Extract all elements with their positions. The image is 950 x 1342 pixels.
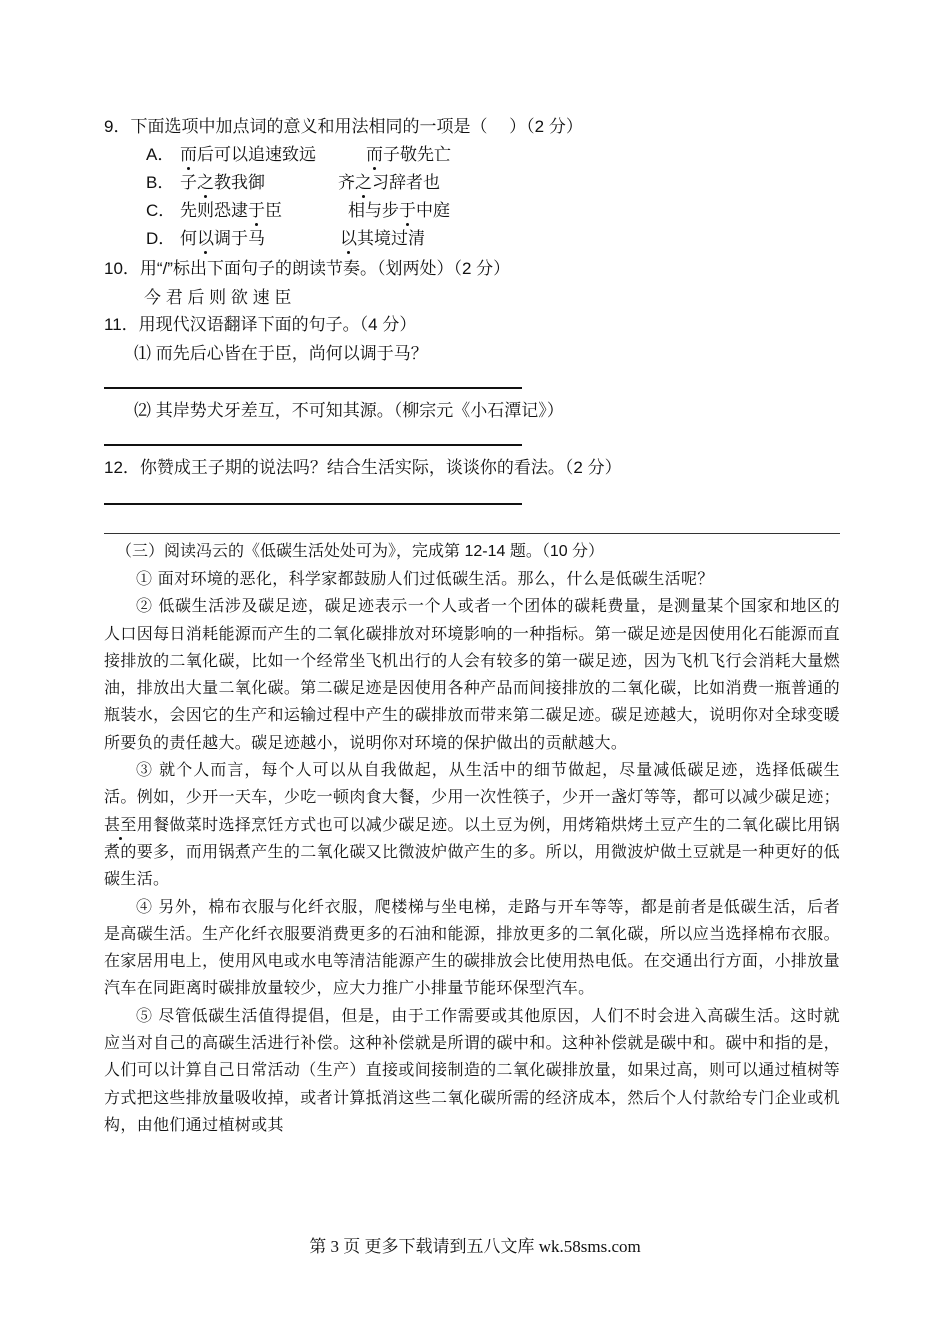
answer-line-11-1[interactable] bbox=[104, 387, 522, 389]
option-b-phrase-2: 齐之习辞者也 bbox=[338, 173, 440, 192]
dotted-word: 而 bbox=[180, 145, 197, 164]
option-label: A． bbox=[146, 145, 175, 164]
option-c-phrase-2: 相与步于中庭 bbox=[348, 201, 450, 220]
passage-paragraph-1: ① 面对环境的恶化，科学家都鼓励人们过低碳生活。那么，什么是低碳生活呢？ bbox=[136, 569, 714, 588]
answer-line-12[interactable] bbox=[104, 503, 522, 505]
question-9-option-a bbox=[146, 144, 451, 166]
dotted-word: 以 bbox=[340, 229, 357, 248]
option-label: D． bbox=[146, 229, 176, 248]
option-label: B． bbox=[146, 173, 175, 192]
dotted-word: 之 bbox=[197, 173, 214, 192]
reading-passage bbox=[104, 565, 840, 1138]
dotted-word: 甚至 bbox=[104, 814, 137, 834]
dotted-word: 于 bbox=[248, 201, 265, 220]
option-a-phrase-2: 而子敬先亡 bbox=[366, 145, 451, 164]
question-9-stem: 9．下面选项中加点词的意义和用法相同的一项是（ ）（2 分） bbox=[104, 117, 583, 136]
passage-paragraph-2: ② 低碳生活涉及碳足迹，碳足迹表示一个人或者一个团体的碳耗费量，是测量某个国家和地区的人口因每日消耗能源而产生的二氧化碳排放对环境影响的一种指标。第一碳足迹是因使用化石能源而直接排放的二氧化碳，比如一个经常坐飞机出行的人会有较多的第一碳足迹，因为飞机飞行会消耗大量燃油，排放出大量二氧化碳。第二碳足迹是因使用各种产品而间接排放的二氧化碳，比如消费一瓶普通的瓶装水，会因它的生产和运输过程中产生的碳排放而带来第二碳足迹。碳足迹越大，说明你对全球变暖所要负的责任越大。碳足迹越小，说明你对环境的保护做出的贡献越大。 bbox=[104, 596, 840, 752]
option-c-phrase-1: 先则恐逮于臣 bbox=[180, 201, 282, 220]
option-b-phrase-1: 子之教我御 bbox=[180, 173, 265, 192]
section-3-title: （三）阅读冯云的《低碳生活处处可为》，完成第 12-14 题。（10 分） bbox=[116, 543, 605, 560]
question-11-item-1: ⑴ 而先后心皆在于臣，尚何以调于马？ bbox=[134, 344, 428, 363]
option-a-phrase-1: 而后可以追速致远 bbox=[180, 145, 316, 164]
question-12-stem: 12．你赞成王子期的说法吗？结合生活实际，谈谈你的看法。（2 分） bbox=[104, 458, 622, 477]
question-9-option-c bbox=[146, 200, 450, 222]
passage-paragraph-3: ③ 就个人而言，每个人可以从自我做起，从生活中的细节做起，尽量减低碳足迹，选择低碳生活。例如，少开一天车，少吃一顿肉食大餐，少用一次性筷子，少开一盏灯等等，都可以减少碳足迹；甚至用餐做菜时选择烹饪方式也可以减少碳足迹。以土豆为例，用烤箱烘烤土豆产生的二氧化碳比用锅煮的要多，而用锅煮产生的二氧化碳又比微波炉做产生的多。所以，用微波炉做土豆就是一种更好的低碳生活。 bbox=[104, 760, 840, 889]
question-10-stem: 10．用“/”标出下面句子的朗读节奏。（划两处）（2 分） bbox=[104, 259, 511, 278]
option-d-phrase-2: 以其境过清 bbox=[340, 229, 425, 248]
option-d-phrase-1: 何以调于马 bbox=[180, 229, 265, 248]
question-11-stem: 11．用现代汉语翻译下面的句子。（4 分） bbox=[104, 315, 417, 334]
answer-line-11-2[interactable] bbox=[104, 444, 522, 446]
dotted-word: 于 bbox=[399, 201, 416, 220]
passage-paragraph-5: ⑤ 尽管低碳生活值得提倡，但是，由于工作需要或其他原因，人们不时会进入高碳生活。这时就应当对自己的高碳生活进行补偿。这种补偿就是所谓的碳中和。这种补偿就是碳中和。碳中和指的是，人们可以计算自己日常活动（生产）直接或间接制造的二氧化碳排放量，如果过高，则可以通过植树等方式把这些排放量吸收掉，或者计算抵消这些二氧化碳所需的经济成本，然后个人付款给专门企业或机构，由他们通过植树或其 bbox=[104, 1005, 840, 1134]
dotted-word: 之 bbox=[355, 173, 372, 192]
question-9-option-b bbox=[146, 172, 440, 194]
option-label: C． bbox=[146, 201, 176, 220]
section-divider bbox=[104, 533, 840, 534]
question-10-sentence: 今 君 后 则 欲 速 臣 bbox=[144, 288, 292, 307]
question-11-item-2: ⑵ 其岸势犬牙差互，不可知其源。（柳宗元《小石潭记》） bbox=[134, 401, 564, 420]
dotted-word: 以 bbox=[197, 229, 214, 248]
passage-paragraph-4: ④ 另外，棉布衣服与化纤衣服，爬楼梯与坐电梯，走路与开车等等，都是前者是低碳生活，后者是高碳生活。生产化纤衣服要消费更多的石油和能源，排放更多的二氧化碳，所以应当选择棉布衣服。在家居用电上，使用风电或水电等清洁能源产生的碳排放会比使用热电低。在交通出行方面，小排放量汽车在同距离时碳排放量较少，应大力推广小排量节能环保型汽车。 bbox=[104, 896, 840, 998]
dotted-word: 而 bbox=[366, 145, 383, 164]
question-9-option-d bbox=[146, 228, 425, 250]
page-footer: 第 3 页 更多下载请到五八文库 wk.58sms.com bbox=[309, 1237, 641, 1256]
